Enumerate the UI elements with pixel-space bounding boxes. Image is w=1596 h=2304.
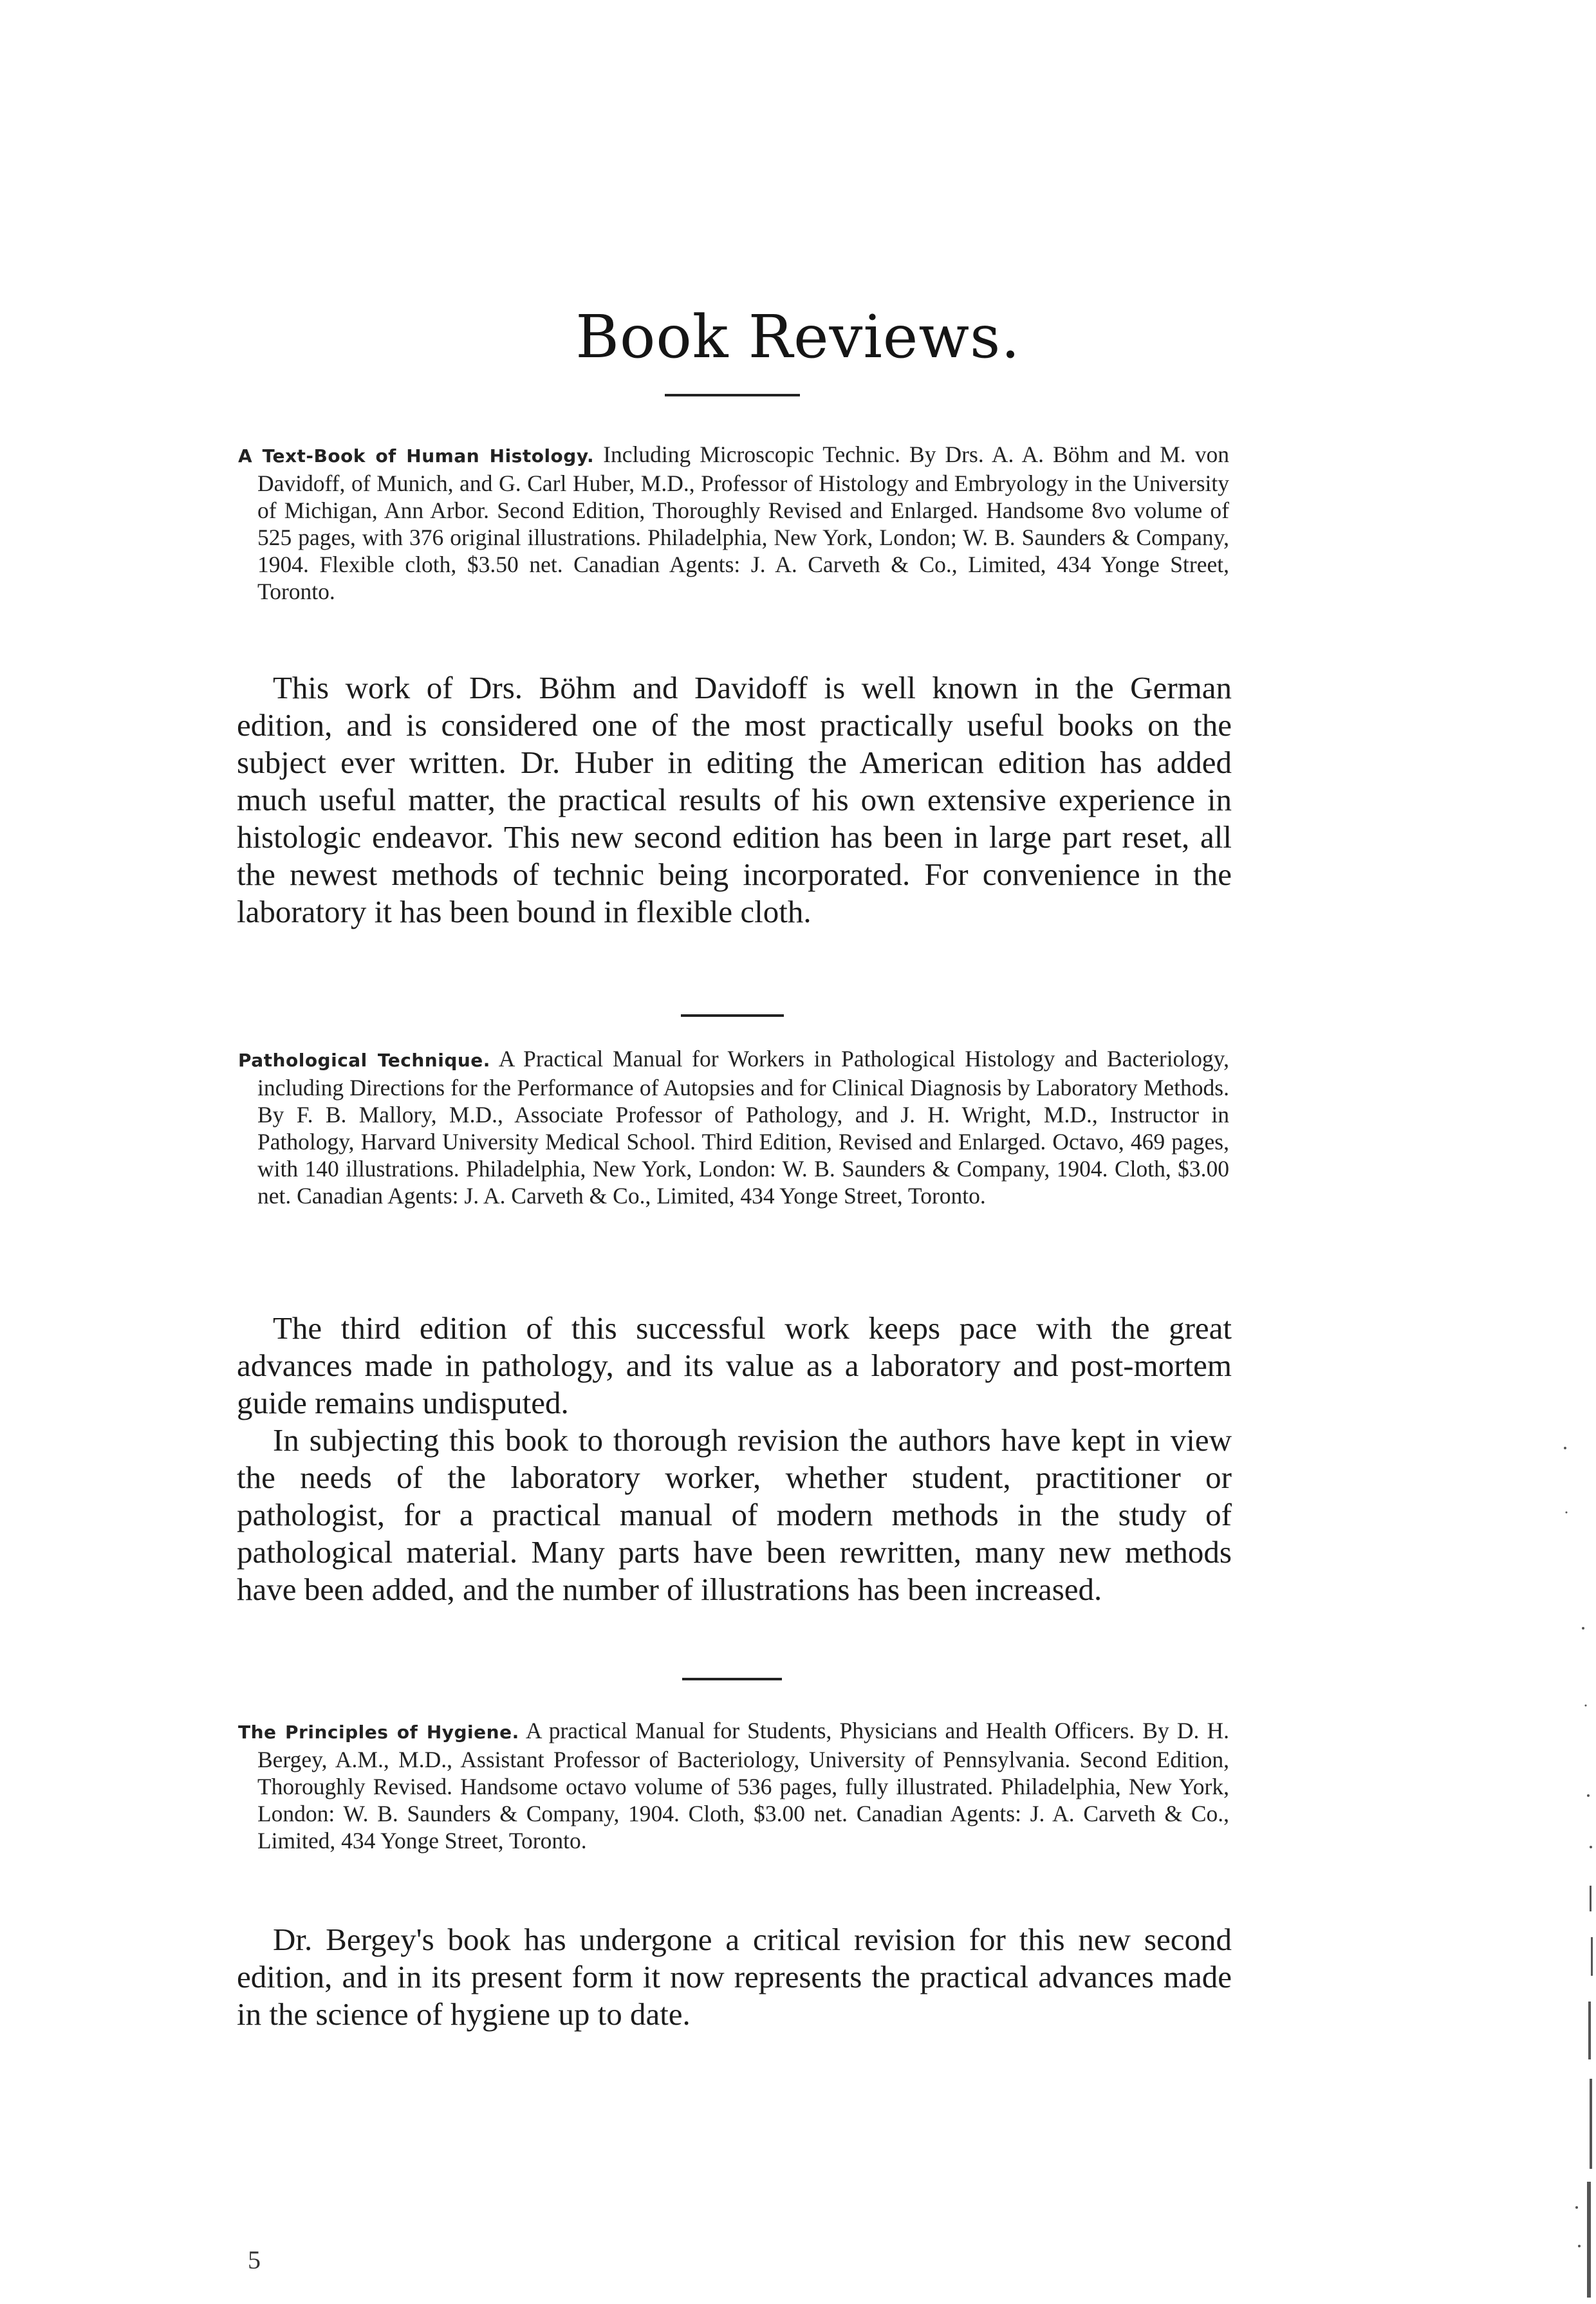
review-body-hygiene	[237, 1921, 1232, 2033]
review-body-histology	[237, 669, 1232, 931]
review-paragraph: Dr. Bergey's book has undergone a critical revision for this new second edition, and in its present form it now represents the practical advances made in the science of hygiene up to date.	[237, 1922, 1232, 2032]
citation-details: Including Microscopic Technic. By Drs. A. A. Böhm and M. von Davidoff, of Munich, and G. Carl Huber, M.D., Professor of Histology and Embryology in the University of Michigan, Ann Arbor. Second Edition, Thoroughly Revised and Enlarged. Handsome 8vo volume of 525 pages, with 376 original illustrations. Philadelphia, New York, London; W. B. Saunders & Company, 1904. Flexible cloth, $3.50 net. Canadian Agents: J. A. Carveth & Co., Limited, 434 Yonge Street, Toronto.	[257, 441, 1230, 604]
book-title: A Text-Book of Human Histology.	[238, 445, 595, 467]
section-divider	[682, 1678, 782, 1680]
review-paragraph: The third edition of this successful work keeps pace with the great advances made in pathology, and its value as a laboratory and post-mortem guide remains undisputed.	[237, 1310, 1232, 1420]
section-divider	[681, 1014, 784, 1017]
review-citation-histology	[238, 441, 1229, 605]
margin-scan-artifacts	[1557, 1435, 1596, 2304]
book-title: Pathological Technique.	[238, 1050, 490, 1071]
review-citation-pathology	[238, 1045, 1229, 1209]
page-title: Book Reviews.	[575, 302, 1021, 371]
book-title: The Principles of Hygiene.	[238, 1722, 519, 1743]
title-divider	[665, 394, 800, 396]
citation-details: A Practical Manual for Workers in Pathological Histology and Bacteriology, including Directions for the Performance of Autopsies and for Clinical Diagnosis by Laboratory Methods. By F. B. Mallory, M.D., Associate Professor of Pathology, and J. H. Wright, M.D., Instructor in Pathology, Harvard University Medical School. Third Edition, Revised and Enlarged. Octavo, 469 pages, with 140 illustrations. Philadelphia, New York, London: W. B. Saunders & Company, 1904. Cloth, $3.00 net. Canadian Agents: J. A. Carveth & Co., Limited, 434 Yonge Street, Toronto.	[257, 1046, 1229, 1209]
citation-details: A practical Manual for Students, Physicians and Health Officers. By D. H. Bergey, A.M., M.D., Assistant Professor of Bacteriology, University of Pennsylvania. Second Edition, Thoroughly Revised. Handsome octavo volume of 536 pages, fully illustrated. Philadelphia, New York, London: W. B. Saunders & Company, 1904. Cloth, $3.00 net. Canadian Agents: J. A. Carveth & Co., Limited, 434 Yonge Street, Toronto.	[257, 1718, 1230, 1853]
page-number: 5	[248, 2245, 261, 2274]
review-body-pathology	[237, 1310, 1232, 1608]
review-paragraph: In subjecting this book to thorough revision the authors have kept in view the needs of the laboratory worker, whether student, practitioner or pathologist, for a practical manual of modern methods in the study of pathological material. Many parts have been rewritten, many new methods have been added, and the number of illustrations has been increased.	[237, 1422, 1232, 1607]
review-paragraph: This work of Drs. Böhm and Davidoff is well known in the German edition, and is considered one of the most practically useful books on the subject ever written. Dr. Huber in editing the American edition has added much useful matter, the practical results of his own extensive experience in histologic endeavor. This new second edition has been in large part reset, all the newest methods of technic being incorporated. For convenience in the laboratory it has been bound in flexible cloth.	[237, 670, 1232, 929]
review-citation-hygiene	[238, 1717, 1229, 1854]
